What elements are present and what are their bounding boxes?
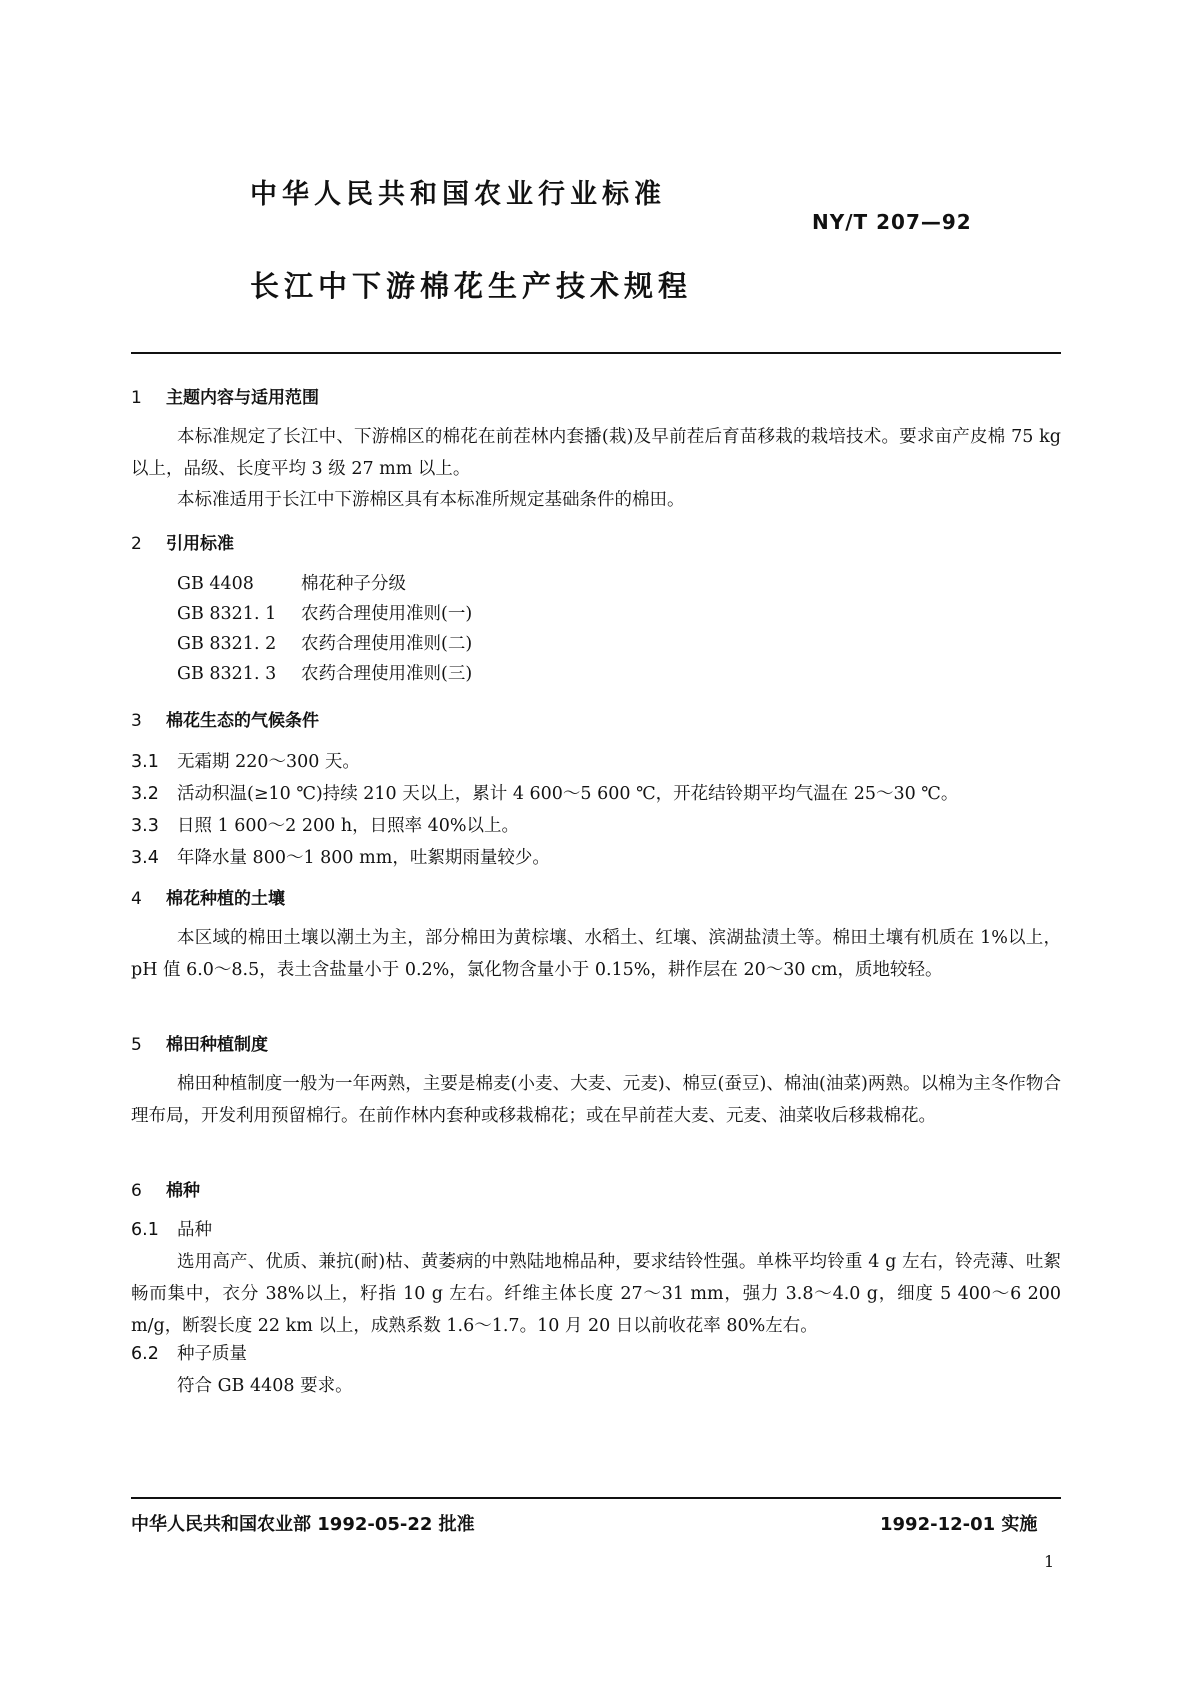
reference-code: GB 8321. 1 — [177, 604, 277, 624]
climate-item — [131, 748, 360, 773]
section-title: 棉花生态的气候条件 — [166, 711, 319, 731]
footer-divider — [131, 1497, 1061, 1499]
section-4-heading — [131, 884, 285, 909]
section-4-paragraph: 本区域的棉田土壤以潮土为主，部分棉田为黄棕壤、水稻土、红壤、滨湖盐渍土等。棉田土壤有机质在 1%以上，pH 值 6.0～8.5，表土含盐量小于 0.2%，氯化物含量小于 0.15%，耕作层在 20～30 cm，质地较轻。 — [131, 928, 1061, 980]
item-text: 活动积温(≥10 ℃)持续 210 天以上，累计 4 600～5 600 ℃，开花结铃期平均气温在 25～30 ℃。 — [177, 784, 959, 804]
item-number: 3.1 — [131, 752, 159, 772]
reference-code: GB 4408 — [177, 574, 254, 594]
section-number: 1 — [131, 388, 142, 408]
section-1-paragraph-2: 本标准适用于长江中下游棉区具有本标准所规定基础条件的棉田。 — [177, 490, 685, 510]
reference-name: 农药合理使用准则(三) — [301, 664, 473, 684]
standard-type: 中华人民共和国农业行业标准 — [250, 179, 666, 210]
section-title: 主题内容与适用范围 — [166, 388, 319, 408]
climate-item — [131, 812, 519, 837]
reference-item — [177, 660, 472, 685]
reference-name: 农药合理使用准则(二) — [301, 634, 473, 654]
section-5-paragraph: 棉田种植制度一般为一年两熟，主要是棉麦(小麦、大麦、元麦)、棉豆(蚕豆)、棉油(油菜)两熟。以棉为主冬作物合理布局，开发利用预留棉行。在前作林内套种或移栽棉花；或在早前茬大麦、元麦、油菜收后移栽棉花。 — [131, 1074, 1061, 1126]
section-title: 棉花种植的土壤 — [166, 889, 285, 909]
reference-code: GB 8321. 3 — [177, 664, 277, 684]
section-title: 引用标准 — [166, 534, 234, 554]
item-number: 3.2 — [131, 784, 159, 804]
section-title: 棉田种植制度 — [166, 1035, 268, 1055]
section-number: 2 — [131, 534, 142, 554]
subsection-6-2-paragraph: 符合 GB 4408 要求。 — [177, 1376, 353, 1396]
subsection-title: 种子质量 — [177, 1344, 247, 1364]
subsection-6-1-heading — [131, 1216, 212, 1241]
subsection-number: 6.1 — [131, 1220, 159, 1240]
effective-date: 1992-12-01 实施 — [880, 1514, 1038, 1535]
section-number: 5 — [131, 1035, 142, 1055]
issuer-approval: 中华人民共和国农业部 1992-05-22 批准 — [131, 1514, 475, 1535]
climate-item — [131, 844, 550, 869]
section-2-heading — [131, 529, 234, 554]
section-3-heading — [131, 706, 319, 731]
standard-code: NY/T 207—92 — [812, 210, 972, 234]
section-5-heading — [131, 1030, 268, 1055]
section-number: 3 — [131, 711, 142, 731]
reference-name: 农药合理使用准则(一) — [301, 604, 473, 624]
item-text: 日照 1 600～2 200 h，日照率 40%以上。 — [177, 816, 520, 836]
climate-item — [131, 780, 958, 805]
item-text: 年降水量 800～1 800 mm，吐絮期雨量较少。 — [177, 848, 550, 868]
section-6-heading — [131, 1176, 200, 1201]
section-1-heading — [131, 383, 319, 408]
reference-item — [177, 570, 406, 595]
subsection-6-2-heading — [131, 1340, 247, 1365]
item-number: 3.4 — [131, 848, 159, 868]
reference-item — [177, 600, 472, 625]
section-number: 6 — [131, 1181, 142, 1201]
section-number: 4 — [131, 889, 142, 909]
document-title: 长江中下游棉花生产技术规程 — [250, 269, 693, 303]
reference-name: 棉花种子分级 — [301, 574, 406, 594]
subsection-title: 品种 — [177, 1220, 212, 1240]
section-1-paragraph-1: 本标准规定了长江中、下游棉区的棉花在前茬林内套播(栽)及早前茬后育苗移栽的栽培技术。要求亩产皮棉 75 kg 以上，品级、长度平均 3 级 27 mm 以上。 — [131, 427, 1061, 479]
subsection-number: 6.2 — [131, 1344, 159, 1364]
item-number: 3.3 — [131, 816, 159, 836]
subsection-6-1-paragraph: 选用高产、优质、兼抗(耐)枯、黄萎病的中熟陆地棉品种，要求结铃性强。单株平均铃重 4 g 左右，铃壳薄、吐絮畅而集中，衣分 38%以上，籽指 10 g 左右。纤维主体长度 27～31 mm，强力 3.8～4.0 g，细度 5 400～6 200 m/g，断裂长度 22 km 以上，成熟系数 1.6～1.7。10 月 20 日以前收花率 80%左右。 — [131, 1252, 1061, 1336]
reference-item — [177, 630, 472, 655]
header-divider — [131, 352, 1061, 354]
page-number: 1 — [1044, 1552, 1055, 1571]
item-text: 无霜期 220～300 天。 — [177, 752, 360, 772]
reference-code: GB 8321. 2 — [177, 634, 277, 654]
section-title: 棉种 — [166, 1181, 200, 1201]
